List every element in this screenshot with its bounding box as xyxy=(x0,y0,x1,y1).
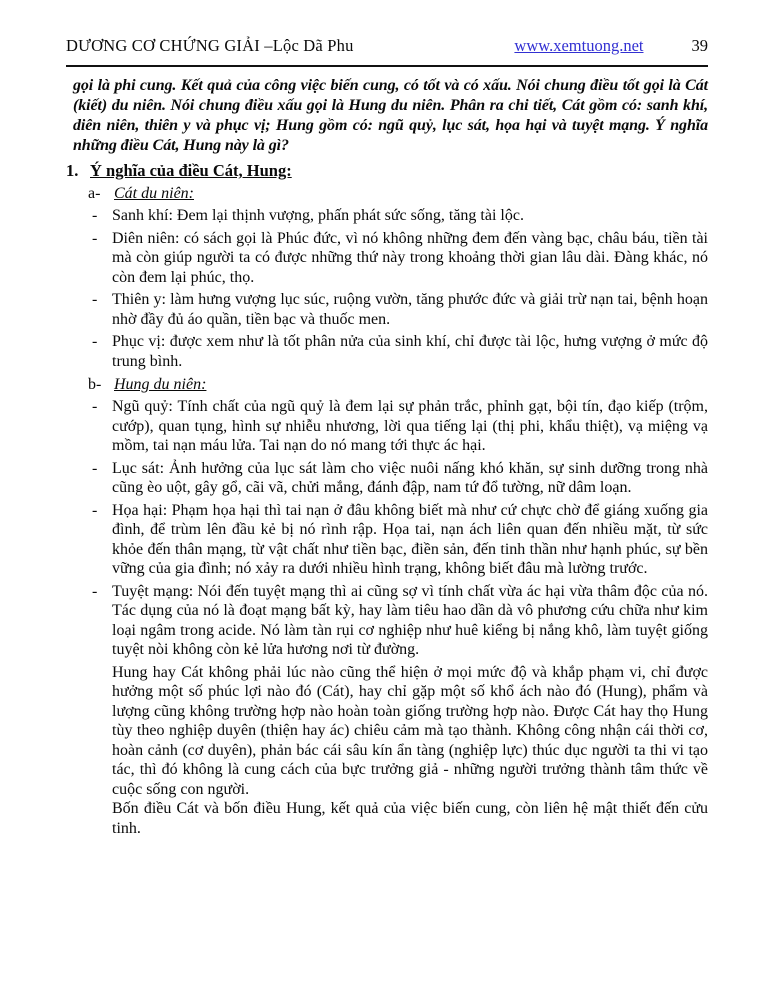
section-heading xyxy=(66,160,708,181)
subsection-b-label: b- xyxy=(88,376,102,393)
dash-marker: - xyxy=(92,398,98,415)
list-item xyxy=(88,582,708,660)
dash-marker: - xyxy=(92,291,98,308)
intro-paragraph: gọi là phi cung. Kết quả của công việc biến cung, có tốt và có xấu. Nói chung điều tốt gọi là Cát (kiết) du niên. Nói chung điều xấu gọi là Hung du niên. Phân ra chi tiết, Cát gồm có: sanh khí, diên niên, thiên y và phục vị; Hung gồm có: ngũ quỷ, lục sát, họa hại và tuyệt mạng. Ý nghĩa những điều Cát, Hung này là gì? xyxy=(73,77,708,154)
list-item xyxy=(88,397,708,456)
section-1 xyxy=(66,160,708,838)
dash-marker: - xyxy=(92,582,98,600)
dash-marker: - xyxy=(92,501,98,519)
closing-paragraph: Hung hay Cát không phải lúc nào cũng thể hiện ở mọi mức độ và khắp phạm vi, chỉ được hưởng một số phúc lợi nào đó (Cát), hay chỉ gặp một số khổ ách nào đó (Hung), phẩm và lượng cũng không trường hợp nào hoàn toàn giống trường hợp nào. Được Cát hay thọ Hung tùy theo nghiệp duyên (thiện hay ác) chiêu cảm mà tạo thành. Không công nhận cái thời cơ, hoàn cảnh (cơ duyên), phản bác cái sâu kín ẩn tàng (nghiệp lực) thúc dục người ta thi vi tạo tác, thì đó không là cung cách của bực trưởng giả - những người trưởng thành tâm thức về cuộc sống con người. xyxy=(112,663,708,798)
page-header xyxy=(66,36,708,56)
list-item-text: Tuyệt mạng: Nói đến tuyệt mạng thì ai cũng sợ vì tính chất vừa ác hại vừa thâm độc của nó. Tác dụng của nó là đoạt mạng bất kỳ, hay làm tiêu hao dần dà vô phương cứu chữa như kim loại ngâm trong acide. Nó làm tàn rụi cơ nghiệp như huê kiểng bị nắng khô, làm tuyệt giống tuyệt nòi không còn kẻ lửa hương nơi từ đường. xyxy=(112,582,708,658)
subsection-a-title: Cát du niên: xyxy=(114,185,194,202)
list-item-text: Ngũ quỷ: Tính chất của ngũ quỷ là đem lại sự phản trắc, phỉnh gạt, bội tín, đạo kiếp (trộm, cướp), quan tụng, hình sự nhiễu nhương, lời qua tiếng lại (thị phi, khẩu thiệt), vạ miệng vạ mồm, tai nạn máu lửa. Tai nạn do nó mang tới thực ác hại. xyxy=(112,398,708,454)
list-item-text: Lục sát: Ảnh hưởng của lục sát làm cho việc nuôi nấng khó khăn, sự sinh dưỡng trong nhà cũng èo uột, gây gổ, cãi vã, chửi mắng, đánh đập, nam tứ đổ tường, nữ dâm loạn. xyxy=(112,459,708,496)
subsection-b xyxy=(88,374,708,660)
list-item-text: Diên niên: có sách gọi là Phúc đức, vì nó không những đem đến vàng bạc, châu báu, tiền tài mà còn giúp người ta có được những thứ này trong khoảng thời gian lâu dài. Đàng khác, nó còn đem lại phúc, thọ. xyxy=(112,229,708,286)
subsection-b-title: Hung du niên: xyxy=(114,376,207,393)
subsection-a-heading xyxy=(88,183,708,204)
website-link[interactable]: www.xemtuong.net xyxy=(514,36,644,55)
list-item xyxy=(88,206,708,226)
list-item-text: Thiên y: làm hưng vượng lục súc, ruộng vườn, tăng phước đức và giải trừ nạn tai, bệnh hoạn nhờ đầy đủ áo quần, tiền bạc và thuốc men. xyxy=(112,291,708,328)
list-item-text: Sanh khí: Đem lại thịnh vượng, phấn phát sức sống, tăng tài lộc. xyxy=(112,207,524,224)
book-title: DƯƠNG CƠ CHỨNG GIẢI –Lộc Dã Phu xyxy=(66,36,354,55)
page-number: 39 xyxy=(691,36,708,55)
dash-marker: - xyxy=(92,459,98,477)
list-item xyxy=(88,229,708,288)
list-item xyxy=(88,501,708,579)
dash-marker: - xyxy=(92,229,98,247)
list-item xyxy=(88,290,708,329)
list-item-text: Họa hại: Phạm họa hại thì tai nạn ở đâu không biết mà như cứ chực chờ để giáng xuống gia đình, để trùm lên đầu kẻ bị nó rình rập. Họa tai, nạn ách liên quan đến nhiều mặt, từ sức khỏe đến thân mạng, từ vật chất như tiền bạc, điền sản, đến tinh thần như hạnh phúc, sự bền vững của gia đình; nó xảy ra dưới nhiều hình trạng, không biết đâu mà lường trước. xyxy=(112,501,708,577)
dash-marker: - xyxy=(92,333,98,350)
header-divider xyxy=(66,65,708,67)
list-item-text: Phục vị: được xem như là tốt phân nửa của sinh khí, chỉ được tài lộc, hưng vượng ở mức độ trung bình. xyxy=(112,333,708,370)
subsection-b-heading xyxy=(88,374,708,395)
section-number: 1. xyxy=(66,161,79,180)
subsection-a-label: a- xyxy=(88,185,101,202)
section-title: Ý nghĩa của điều Cát, Hung: xyxy=(90,161,292,180)
list-item xyxy=(88,332,708,371)
list-item xyxy=(88,459,708,498)
subsection-a xyxy=(88,183,708,371)
dash-marker: - xyxy=(92,207,98,224)
closing-paragraph: Bốn điều Cát và bốn điều Hung, kết quả của việc biến cung, còn liên hệ mật thiết đến cửu tinh. xyxy=(112,800,708,837)
